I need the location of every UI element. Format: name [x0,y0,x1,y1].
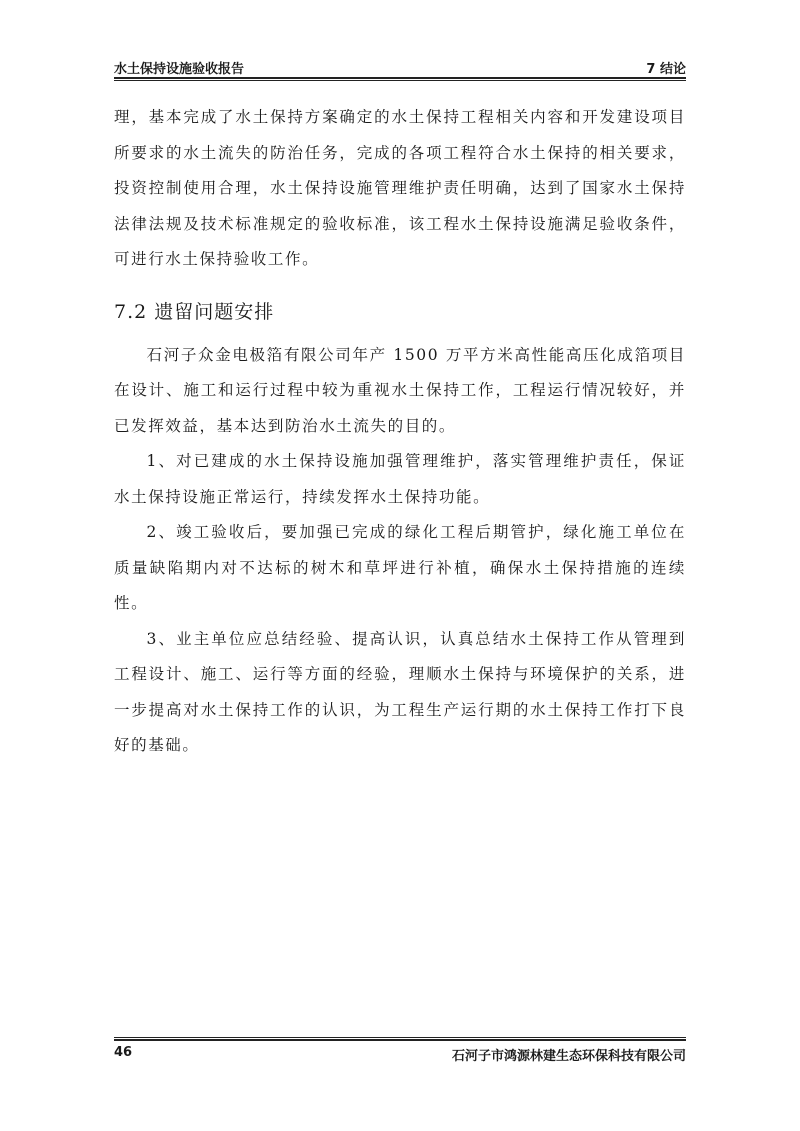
page-body [114,100,686,764]
list-item-3: 3、业主单位应总结经验、提高认识，认真总结水土保持工作从管理到工程设计、施工、运行等方面的经验，理顺水土保持与环境保护的关系，进一步提高对水土保持工作的认识，为工程生产运行期的水土保持工作打下良好的基础。 [114,629,686,754]
report-title: 水土保持设施验收报告 [114,62,245,77]
page-footer [114,1045,686,1065]
continuation-paragraph: 理，基本完成了水土保持方案确定的水土保持工程相关内容和开发建设项目所要求的水土流失的防治任务，完成的各项工程符合水土保持的相关要求，投资控制使用合理，水土保持设施管理维护责任明确，达到了国家水土保持法律法规及技术标准规定的验收标准，该工程水土保持设施满足验收条件，可进行水土保持验收工作。 [114,108,686,268]
list-item-2: 2、竣工验收后，要加强已完成的绿化工程后期管护，绿化施工单位在质量缺陷期内对不达标的树木和草坪进行补植，确保水土保持措施的连续性。 [114,523,686,612]
company-name: 石河子市鸿源林建生态环保科技有限公司 [451,1049,686,1064]
section-heading: 7.2 遗留问题安排 [114,300,275,323]
header-rule [114,77,686,81]
footer-rule [114,1037,686,1041]
list-item-1: 1、对已建成的水土保持设施加强管理维护，落实管理维护责任，保证水土保持设施正常运行，持续发挥水土保持功能。 [114,452,686,506]
page-number: 46 [114,1045,133,1060]
chapter-label: 7 结论 [646,62,686,77]
page-header [114,56,686,76]
body-paragraph: 石河子众金电极箔有限公司年产 1500 万平方米高性能高压化成箔项目在设计、施工和运行过程中较为重视水土保持工作，工程运行情况较好，并已发挥效益，基本达到防治水土流失的目的。 [114,345,686,435]
